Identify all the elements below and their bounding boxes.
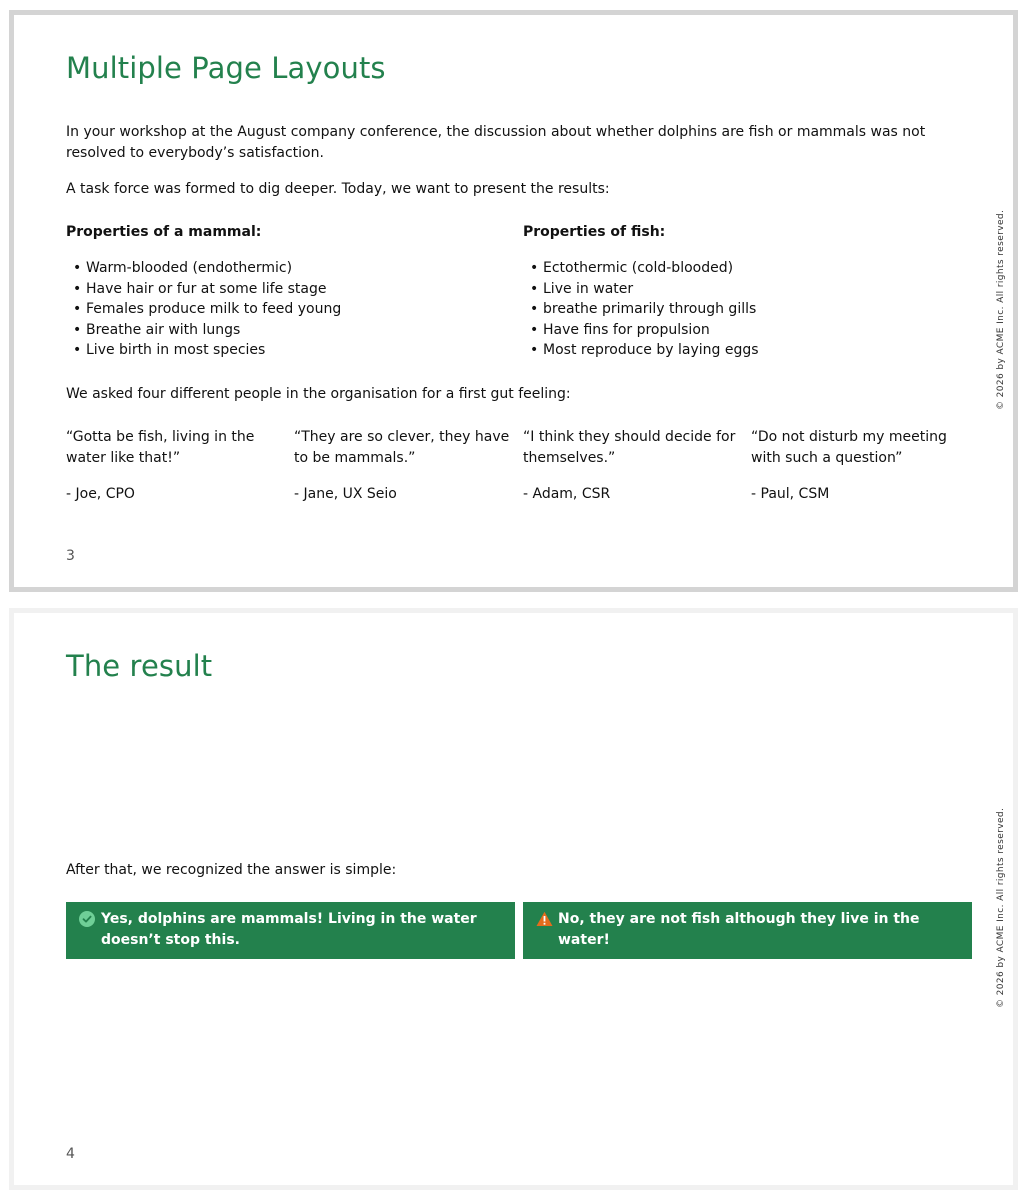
quote-author: - Jane, UX Seio xyxy=(294,486,397,502)
quote-paul xyxy=(751,427,971,504)
fish-heading: Properties of fish: xyxy=(523,224,666,240)
list-item: • Females produce milk to feed young xyxy=(86,299,506,320)
page-number: 4 xyxy=(66,1146,75,1162)
slide-3 xyxy=(9,10,1018,592)
slide-content xyxy=(66,15,961,587)
copyright-notice: © 2026 by ACME Inc. All rights reserved. xyxy=(996,807,1006,1008)
slide-content xyxy=(66,613,961,1185)
list-item: • breathe primarily through gills xyxy=(543,299,963,320)
intro-paragraph: In your workshop at the August company conference, the discussion about whether dolphins are fish or mammals was not resolved to everybody’s satisfaction. xyxy=(66,124,926,161)
slide-title: Multiple Page Layouts xyxy=(66,51,386,85)
slide-title: The result xyxy=(66,649,213,683)
list-item: • Breathe air with lungs xyxy=(86,320,506,341)
slide-4 xyxy=(9,608,1018,1190)
list-item: • Ectothermic (cold-blooded) xyxy=(543,258,963,279)
callout-yes-text: Yes, dolphins are mammals! Living in the water doesn’t stop this. xyxy=(101,911,477,948)
list-item: • Most reproduce by laying eggs xyxy=(543,340,963,361)
list-item: • Have hair or fur at some life stage xyxy=(86,279,506,300)
list-item: • Live in water xyxy=(543,279,963,300)
quote-author: - Joe, CPO xyxy=(66,486,135,502)
quote-text: “They are so clever, they have to be mammals.” xyxy=(294,429,510,466)
check-circle-icon xyxy=(79,911,95,927)
quote-text: “I think they should decide for themselves.” xyxy=(523,429,736,466)
quote-adam xyxy=(523,427,743,504)
intro-paragraph-2: A task force was formed to dig deeper. Today, we want to present the results: xyxy=(66,181,610,197)
list-item: • Warm-blooded (endothermic) xyxy=(86,258,506,279)
copyright-notice: © 2026 by ACME Inc. All rights reserved. xyxy=(996,209,1006,410)
mammal-heading: Properties of a mammal: xyxy=(66,224,262,240)
result-text: After that, we recognized the answer is simple: xyxy=(66,862,397,878)
mammal-list xyxy=(66,258,506,361)
list-item: • Have fins for propulsion xyxy=(543,320,963,341)
fish-list xyxy=(523,258,963,361)
page-number: 3 xyxy=(66,548,75,564)
quote-joe xyxy=(66,427,286,504)
list-item: • Live birth in most species xyxy=(86,340,506,361)
fish-column xyxy=(523,222,963,361)
quote-text: “Do not disturb my meeting with such a question” xyxy=(751,429,947,466)
survey-intro: We asked four different people in the organisation for a first gut feeling: xyxy=(66,386,571,402)
quote-author: - Paul, CSM xyxy=(751,486,830,502)
quote-author: - Adam, CSR xyxy=(523,486,611,502)
warning-triangle-icon xyxy=(536,911,552,927)
quote-text: “Gotta be fish, living in the water like that!” xyxy=(66,429,255,466)
callout-no xyxy=(523,902,972,959)
callout-yes xyxy=(66,902,515,959)
mammal-column xyxy=(66,222,506,361)
quote-jane xyxy=(294,427,514,504)
callout-no-text: No, they are not fish although they live in the water! xyxy=(558,911,920,948)
